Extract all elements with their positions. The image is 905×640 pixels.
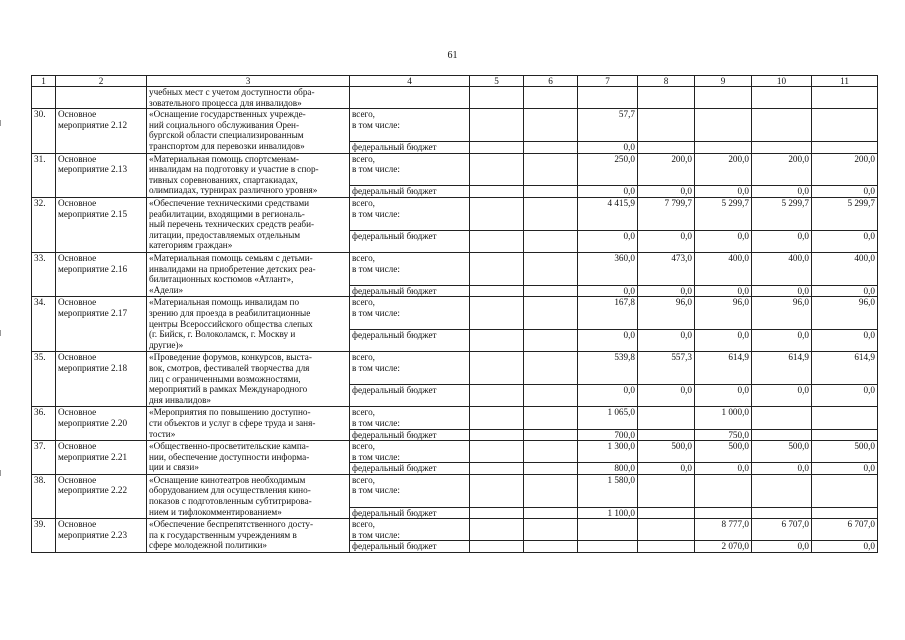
value-cell — [638, 109, 695, 142]
empty-cell — [470, 330, 524, 352]
value-cell: 0,0 — [638, 230, 695, 252]
description-cell: «Обеспечение техническими средствами реабилитации, входящими в региональ- ный перечень технических средств реаби- литации, предоставляемых отдельным категориям граждан» — [147, 197, 350, 252]
value-cell: 0,0 — [695, 330, 752, 352]
empty-cell — [524, 252, 578, 285]
value-cell: 0,0 — [638, 330, 695, 352]
empty-cell — [470, 385, 524, 407]
empty-cell — [812, 87, 878, 109]
funding-label: федеральный бюджет — [350, 186, 470, 198]
event-cell: Основное мероприятие 2.15 — [56, 197, 147, 252]
value-cell: 0,0 — [578, 285, 638, 297]
value-cell — [638, 141, 695, 153]
value-cell: 200,0 — [752, 153, 812, 186]
empty-cell — [524, 141, 578, 153]
value-cell — [695, 507, 752, 519]
empty-cell — [470, 352, 524, 385]
empty-cell — [524, 87, 578, 109]
empty-cell — [470, 153, 524, 186]
value-cell: 6 707,0 — [752, 519, 812, 541]
description-cell: «Материальная помощь спортсменам- инвалидам на подготовку и участие в спор- тивных соревнованиях, спартакиадах, олимпиадах, турнирах различного уровня» — [147, 153, 350, 197]
row-number-cell: 38. — [32, 474, 56, 518]
column-header: 5 — [470, 76, 524, 87]
value-cell: 700,0 — [578, 429, 638, 441]
value-cell: 0,0 — [812, 285, 878, 297]
funding-label: федеральный бюджет — [350, 330, 470, 352]
value-cell: 500,0 — [752, 441, 812, 463]
funding-label: всего, в том числе: — [350, 474, 470, 507]
value-cell: 0,0 — [812, 463, 878, 475]
column-header: 7 — [578, 76, 638, 87]
value-cell — [695, 474, 752, 507]
row-number-cell: 31. — [32, 153, 56, 197]
value-cell — [638, 507, 695, 519]
empty-cell — [470, 429, 524, 441]
empty-cell — [524, 519, 578, 541]
table-row — [32, 109, 878, 142]
row-number-cell: 33. — [32, 252, 56, 296]
value-cell: 0,0 — [578, 385, 638, 407]
page-number: 61 — [447, 50, 458, 61]
empty-cell — [470, 407, 524, 429]
funding-label: федеральный бюджет — [350, 463, 470, 475]
description-cell: «Обеспечение беспрепятственного досту- па к государственным учреждениям в сфере молодежной политики» — [147, 519, 350, 553]
row-number-cell: 39. — [32, 519, 56, 553]
column-header: 10 — [752, 76, 812, 87]
value-cell: 96,0 — [812, 297, 878, 330]
row-number-cell: 35. — [32, 352, 56, 407]
event-cell: Основное мероприятие 2.18 — [56, 352, 147, 407]
value-cell: 0,0 — [695, 186, 752, 198]
description-cell: «Общественно-просветительские кампа- нии, обеспечение доступности информа- ции и связи» — [147, 441, 350, 475]
description-cell: «Оснащение государственных учрежде- ний социального обслуживания Орен- бургской области специализированным транспортом для перевозки инвалидов» — [147, 109, 350, 153]
row-number-cell: 34. — [32, 297, 56, 352]
funding-label: всего, в том числе: — [350, 519, 470, 541]
empty-cell — [470, 441, 524, 463]
empty-cell — [470, 541, 524, 553]
table-row — [32, 252, 878, 285]
value-cell: 250,0 — [578, 153, 638, 186]
row-number-cell: 32. — [32, 197, 56, 252]
description-cell: учебных мест с учетом доступности обра- зовательного процесса для инвалидов» — [147, 87, 350, 109]
value-cell: 0,0 — [752, 285, 812, 297]
budget-table — [31, 75, 878, 553]
empty-cell — [752, 87, 812, 109]
event-cell: Основное мероприятие 2.23 — [56, 519, 147, 553]
value-cell: 557,3 — [638, 352, 695, 385]
event-cell — [56, 87, 147, 109]
value-cell: 750,0 — [695, 429, 752, 441]
value-cell: 400,0 — [695, 252, 752, 285]
value-cell: 96,0 — [638, 297, 695, 330]
funding-label: всего, в том числе: — [350, 352, 470, 385]
empty-cell — [470, 285, 524, 297]
table-row — [32, 87, 878, 109]
value-cell: 5 299,7 — [812, 197, 878, 230]
funding-label: федеральный бюджет — [350, 285, 470, 297]
funding-label: федеральный бюджет — [350, 429, 470, 441]
value-cell — [578, 519, 638, 541]
column-header: 4 — [350, 76, 470, 87]
value-cell: 0,0 — [812, 385, 878, 407]
value-cell: 0,0 — [695, 385, 752, 407]
empty-cell — [470, 230, 524, 252]
empty-cell — [470, 463, 524, 475]
value-cell: 0,0 — [695, 285, 752, 297]
description-cell: «Проведение форумов, конкурсов, выста- вок, смотров, фестивалей творчества для лиц с ограниченными возможностями, мероприятий в рамках Международного дня инвалидов» — [147, 352, 350, 407]
value-cell: 167,8 — [578, 297, 638, 330]
table-row — [32, 297, 878, 330]
funding-label: всего, в том числе: — [350, 153, 470, 186]
empty-cell — [524, 541, 578, 553]
value-cell: 0,0 — [638, 463, 695, 475]
value-cell — [752, 474, 812, 507]
empty-cell — [524, 153, 578, 186]
event-cell: Основное мероприятие 2.13 — [56, 153, 147, 197]
description-cell: «Материальная помощь семьям с детьми- инвалидами на приобретение детских реа- билитационных костюмов «Атлант», «Адели» — [147, 252, 350, 296]
empty-cell — [470, 252, 524, 285]
value-cell — [638, 474, 695, 507]
table-row — [32, 519, 878, 541]
value-cell: 57,7 — [578, 109, 638, 142]
empty-cell — [470, 186, 524, 198]
event-cell: Основное мероприятие 2.21 — [56, 441, 147, 475]
value-cell — [638, 519, 695, 541]
value-cell: 614,9 — [812, 352, 878, 385]
empty-cell — [638, 87, 695, 109]
value-cell — [695, 141, 752, 153]
value-cell: 0,0 — [812, 330, 878, 352]
funding-label: всего, в том числе: — [350, 407, 470, 429]
value-cell: 0,0 — [578, 330, 638, 352]
value-cell: 0,0 — [752, 463, 812, 475]
row-number-cell: 37. — [32, 441, 56, 475]
value-cell — [752, 141, 812, 153]
table-row — [32, 352, 878, 385]
value-cell: 1 100,0 — [578, 507, 638, 519]
empty-cell — [470, 197, 524, 230]
funding-label: всего, в том числе: — [350, 441, 470, 463]
value-cell: 7 799,7 — [638, 197, 695, 230]
row-number-cell: 30. — [32, 109, 56, 153]
empty-cell — [470, 109, 524, 142]
value-cell — [695, 109, 752, 142]
value-cell: 1 065,0 — [578, 407, 638, 429]
funding-label: всего, в том числе: — [350, 297, 470, 330]
margin-mark — [0, 470, 1, 476]
value-cell: 0,0 — [578, 230, 638, 252]
value-cell: 473,0 — [638, 252, 695, 285]
value-cell — [812, 141, 878, 153]
empty-cell — [524, 230, 578, 252]
value-cell: 800,0 — [578, 463, 638, 475]
value-cell: 6 707,0 — [812, 519, 878, 541]
funding-label: всего, в том числе: — [350, 197, 470, 230]
value-cell — [752, 429, 812, 441]
value-cell — [812, 109, 878, 142]
funding-label: федеральный бюджет — [350, 230, 470, 252]
funding-label: федеральный бюджет — [350, 385, 470, 407]
value-cell: 96,0 — [752, 297, 812, 330]
value-cell: 0,0 — [578, 186, 638, 198]
empty-cell — [524, 297, 578, 330]
empty-cell — [470, 87, 524, 109]
funding-label: всего, в том числе: — [350, 252, 470, 285]
value-cell: 200,0 — [638, 153, 695, 186]
empty-cell — [524, 352, 578, 385]
empty-cell — [350, 87, 470, 109]
value-cell: 0,0 — [638, 285, 695, 297]
empty-cell — [524, 507, 578, 519]
value-cell: 1 580,0 — [578, 474, 638, 507]
value-cell — [812, 429, 878, 441]
value-cell: 614,9 — [752, 352, 812, 385]
empty-cell — [470, 297, 524, 330]
empty-cell — [578, 87, 638, 109]
value-cell — [752, 109, 812, 142]
column-header: 3 — [147, 76, 350, 87]
empty-cell — [524, 407, 578, 429]
value-cell: 400,0 — [812, 252, 878, 285]
event-cell: Основное мероприятие 2.12 — [56, 109, 147, 153]
value-cell: 4 415,9 — [578, 197, 638, 230]
value-cell: 200,0 — [695, 153, 752, 186]
empty-cell — [470, 507, 524, 519]
empty-cell — [524, 441, 578, 463]
empty-cell — [524, 429, 578, 441]
column-header: 1 — [32, 76, 56, 87]
margin-mark — [0, 120, 1, 126]
value-cell: 500,0 — [638, 441, 695, 463]
empty-cell — [524, 186, 578, 198]
value-cell — [752, 507, 812, 519]
event-cell: Основное мероприятие 2.20 — [56, 407, 147, 441]
empty-cell — [524, 463, 578, 475]
value-cell: 1 000,0 — [695, 407, 752, 429]
table-row — [32, 407, 878, 429]
value-cell — [812, 407, 878, 429]
event-cell: Основное мероприятие 2.17 — [56, 297, 147, 352]
value-cell: 1 300,0 — [578, 441, 638, 463]
value-cell: 500,0 — [812, 441, 878, 463]
value-cell: 200,0 — [812, 153, 878, 186]
empty-cell — [524, 285, 578, 297]
header-row — [32, 76, 878, 87]
table-row — [32, 153, 878, 186]
empty-cell — [470, 474, 524, 507]
event-cell: Основное мероприятие 2.16 — [56, 252, 147, 296]
value-cell: 360,0 — [578, 252, 638, 285]
value-cell: 0,0 — [752, 186, 812, 198]
value-cell — [638, 541, 695, 553]
value-cell — [812, 507, 878, 519]
table-row — [32, 474, 878, 507]
value-cell: 0,0 — [752, 385, 812, 407]
column-header: 11 — [812, 76, 878, 87]
empty-cell — [524, 330, 578, 352]
empty-cell — [524, 385, 578, 407]
value-cell: 539,8 — [578, 352, 638, 385]
margin-mark — [0, 330, 1, 336]
value-cell: 0,0 — [752, 330, 812, 352]
value-cell — [638, 407, 695, 429]
row-number-cell — [32, 87, 56, 109]
column-header: 8 — [638, 76, 695, 87]
funding-label: федеральный бюджет — [350, 141, 470, 153]
table-row — [32, 441, 878, 463]
value-cell: 2 070,0 — [695, 541, 752, 553]
value-cell: 8 777,0 — [695, 519, 752, 541]
value-cell — [638, 429, 695, 441]
table-row — [32, 197, 878, 230]
funding-label: федеральный бюджет — [350, 507, 470, 519]
value-cell: 614,9 — [695, 352, 752, 385]
description-cell: «Мероприятия по повышению доступно- сти объектов и услуг в сфере труда и заня- тости» — [147, 407, 350, 441]
value-cell: 0,0 — [695, 230, 752, 252]
value-cell — [578, 541, 638, 553]
value-cell: 400,0 — [752, 252, 812, 285]
value-cell — [812, 474, 878, 507]
empty-cell — [470, 141, 524, 153]
empty-cell — [524, 197, 578, 230]
value-cell — [752, 407, 812, 429]
funding-label: всего, в том числе: — [350, 109, 470, 142]
description-cell: «Материальная помощь инвалидам по зрению для проезда в реабилитационные центры Всероссийского общества слепых (г. Бийск, г. Волоколамск, г. Москву и другие)» — [147, 297, 350, 352]
description-cell: «Оснащение кинотеатров необходимым оборудованием для осуществления кино- показов с подготовленным субтитрирова- нием и тифлокомментированием» — [147, 474, 350, 518]
value-cell: 0,0 — [695, 463, 752, 475]
event-cell: Основное мероприятие 2.22 — [56, 474, 147, 518]
funding-label: федеральный бюджет — [350, 541, 470, 553]
column-header: 6 — [524, 76, 578, 87]
row-number-cell: 36. — [32, 407, 56, 441]
empty-cell — [524, 109, 578, 142]
empty-cell — [470, 519, 524, 541]
value-cell: 0,0 — [812, 230, 878, 252]
value-cell: 0,0 — [752, 230, 812, 252]
value-cell: 96,0 — [695, 297, 752, 330]
column-header: 2 — [56, 76, 147, 87]
value-cell: 0,0 — [638, 385, 695, 407]
column-header: 9 — [695, 76, 752, 87]
empty-cell — [524, 474, 578, 507]
value-cell: 0,0 — [752, 541, 812, 553]
value-cell: 0,0 — [812, 541, 878, 553]
value-cell: 5 299,7 — [752, 197, 812, 230]
empty-cell — [695, 87, 752, 109]
value-cell: 500,0 — [695, 441, 752, 463]
value-cell: 5 299,7 — [695, 197, 752, 230]
value-cell: 0,0 — [638, 186, 695, 198]
value-cell: 0,0 — [812, 186, 878, 198]
value-cell: 0,0 — [578, 141, 638, 153]
